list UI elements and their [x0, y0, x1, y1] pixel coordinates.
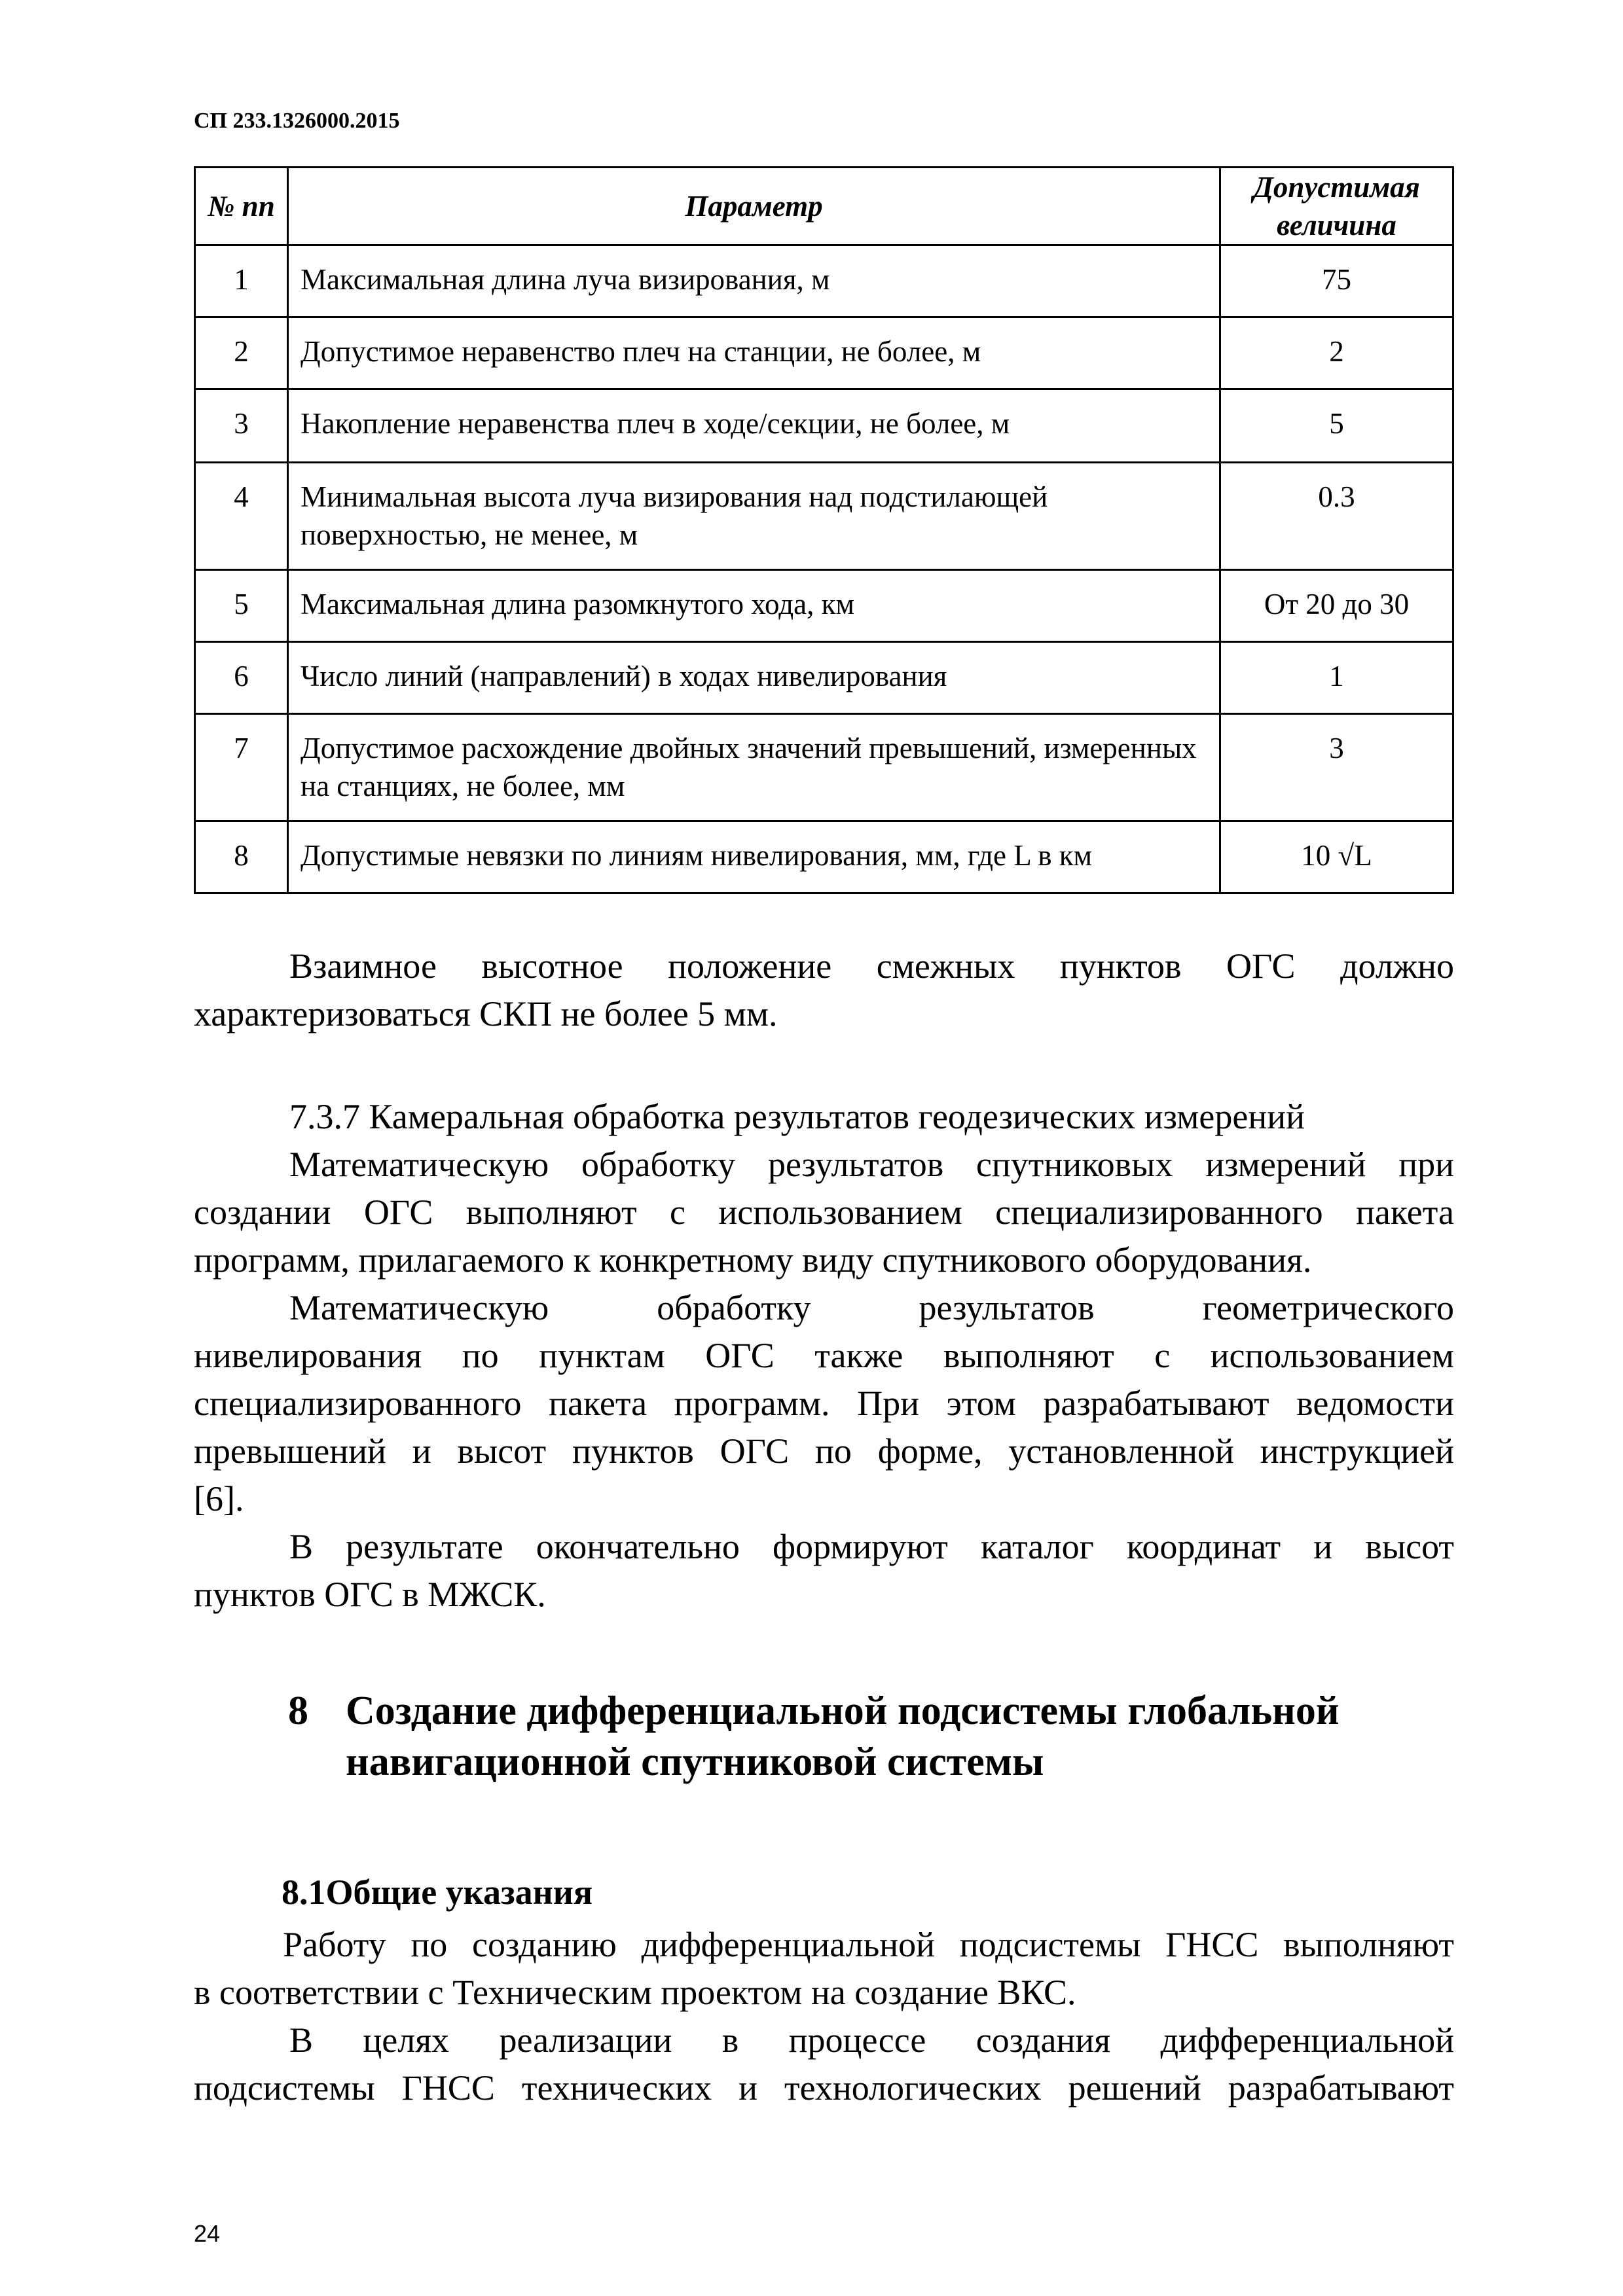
- table-row: [195, 570, 1453, 642]
- header-param: Параметр: [288, 168, 1220, 245]
- row-num: 2: [195, 317, 288, 389]
- row-param: Число линий (направлений) в ходах нивелирования: [288, 642, 1220, 714]
- document-code: СП 233.1326000.2015: [194, 109, 400, 133]
- row-value: 1: [1220, 642, 1453, 714]
- row-num: 8: [195, 821, 288, 893]
- row-param: Минимальная высота луча визирования над подстилающей поверхностью, не менее, м: [288, 463, 1220, 570]
- row-value: 0.3: [1220, 463, 1453, 570]
- page-number: 24: [194, 2220, 221, 2247]
- row-param: Допустимое неравенство плеч на станции, не более, м: [288, 317, 1220, 389]
- row-param: Накопление неравенства плеч в ходе/секции, не более, м: [288, 389, 1220, 463]
- parameters-table: [194, 166, 1454, 894]
- row-value: 75: [1220, 245, 1453, 317]
- row-param: Допустимые невязки по линиям нивелирования, мм, где L в км: [288, 821, 1220, 893]
- paragraph-line: превышений и высот пунктов ОГС по форме, установленной инструкцией: [194, 1431, 1454, 1471]
- paragraph-line: Математическую обработку результатов спутниковых измерений при: [289, 1145, 1454, 1184]
- paragraph-line: В целях реализации в процессе создания дифференциальной: [289, 2020, 1454, 2060]
- paragraph-line: пунктов ОГС в МЖСК.: [194, 1575, 546, 1614]
- paragraph-line: создании ОГС выполняют с использованием специализированного пакета: [194, 1193, 1454, 1232]
- table-row: [195, 642, 1453, 714]
- paragraph-line: подсистемы ГНСС технических и технологических решений разрабатывают: [194, 2068, 1454, 2108]
- chapter-title-line: Создание дифференциальной подсистемы глобальной: [346, 1689, 1340, 1733]
- table-row: [195, 245, 1453, 317]
- paragraph-line: [6].: [194, 1479, 244, 1518]
- paragraph-line: Математическую обработку результатов геометрического: [289, 1288, 1454, 1327]
- row-value: 10 √L: [1220, 821, 1453, 893]
- row-param: Допустимое расхождение двойных значений превышений, измеренных на станциях, не более, мм: [288, 714, 1220, 821]
- row-num: 5: [195, 570, 288, 642]
- row-param: Максимальная длина разомкнутого хода, км: [288, 570, 1220, 642]
- chapter-title: [346, 1685, 1459, 1787]
- paragraph-line: В результате окончательно формируют каталог координат и высот: [289, 1527, 1454, 1566]
- row-num: 7: [195, 714, 288, 821]
- table-row: [195, 821, 1453, 893]
- row-num: 1: [195, 245, 288, 317]
- paragraph-line: Работу по созданию дифференциальной подсистемы ГНСС выполняют: [283, 1925, 1454, 1964]
- paragraph-line: программ, прилагаемого к конкретному виду спутникового оборудования.: [194, 1240, 1312, 1280]
- table-row: [195, 389, 1453, 463]
- paragraph-line: характеризоваться СКП не более 5 мм.: [194, 994, 778, 1033]
- chapter-title-line: навигационной спутниковой системы: [346, 1740, 1044, 1784]
- paragraph-line: в соответствии с Техническим проектом на создание ВКС.: [194, 1973, 1076, 2012]
- table-row: [195, 463, 1453, 570]
- paragraph-line: нивелирования по пунктам ОГС также выполняют с использованием: [194, 1336, 1454, 1375]
- row-value: 5: [1220, 389, 1453, 463]
- header-value: Допустимая величина: [1220, 168, 1453, 245]
- table-header-row: [195, 168, 1453, 245]
- table-row: [195, 714, 1453, 821]
- paragraph-line: специализированного пакета программ. При этом разрабатывают ведомости: [194, 1384, 1454, 1423]
- row-value: 2: [1220, 317, 1453, 389]
- row-num: 3: [195, 389, 288, 463]
- paragraph-line: Взаимное высотное положение смежных пунктов ОГС должно: [289, 946, 1454, 986]
- row-value: От 20 до 30: [1220, 570, 1453, 642]
- table-row: [195, 317, 1453, 389]
- chapter-number: 8: [288, 1689, 308, 1733]
- row-param: Максимальная длина луча визирования, м: [288, 245, 1220, 317]
- subsection-heading: 7.3.7 Камеральная обработка результатов геодезических измерений: [289, 1097, 1305, 1136]
- row-value: 3: [1220, 714, 1453, 821]
- row-num: 6: [195, 642, 288, 714]
- section-heading: 8.1Общие указания: [282, 1873, 593, 1912]
- header-num: № пп: [195, 168, 288, 245]
- row-num: 4: [195, 463, 288, 570]
